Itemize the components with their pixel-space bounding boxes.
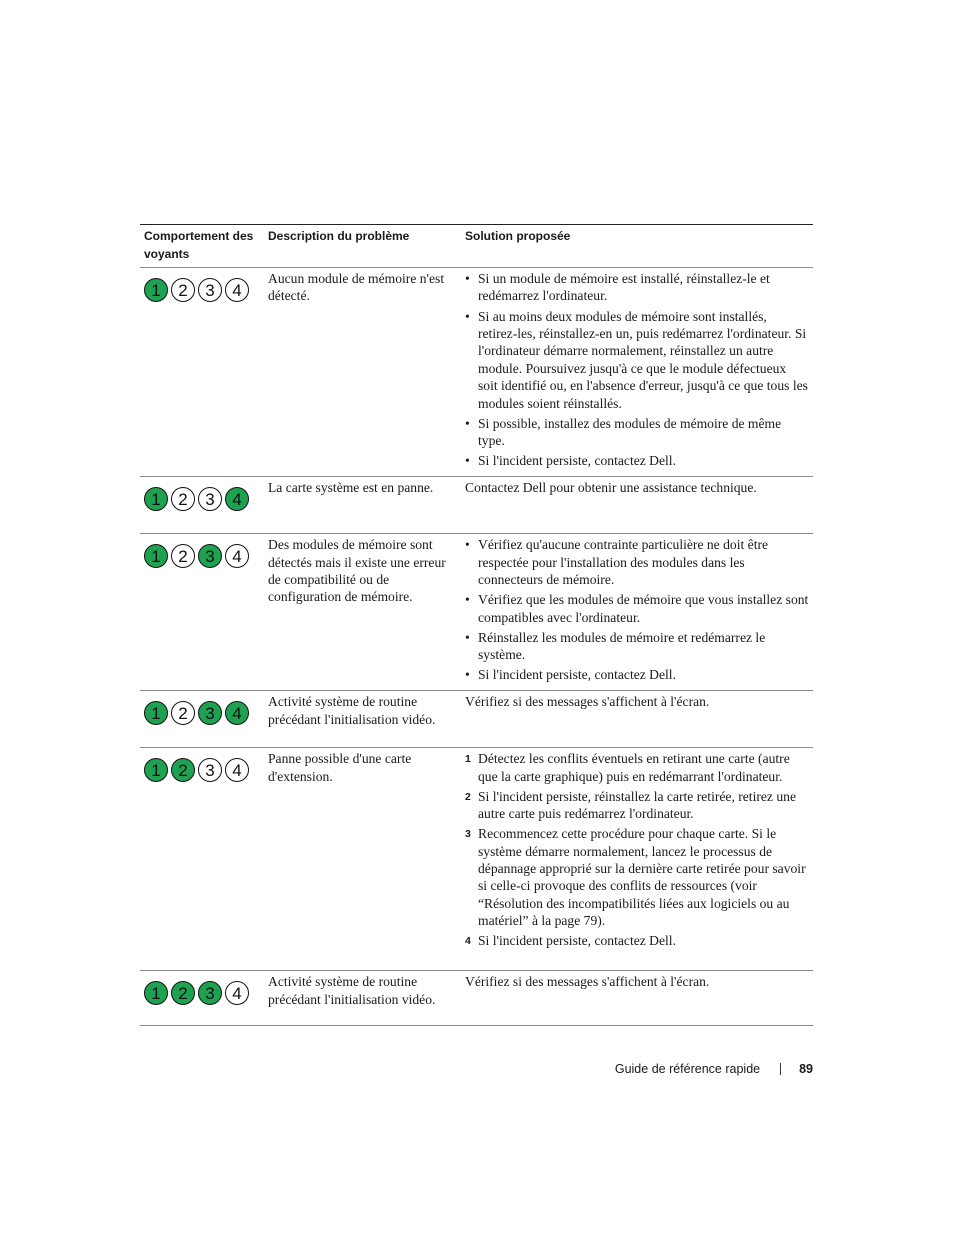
diagnostic-light-1-on: 1 bbox=[144, 487, 168, 511]
diagnostic-light-2-on: 2 bbox=[171, 981, 195, 1005]
problem-description: Activité système de routine précédant l'initialisation vidéo. bbox=[264, 691, 461, 748]
footer-title: Guide de référence rapide bbox=[614, 1062, 761, 1076]
solution-item: • Vérifiez que les modules de mémoire que vous installez sont compatibles avec l'ordinateur. bbox=[465, 591, 809, 626]
diagnostic-light-4-off: 4 bbox=[225, 981, 249, 1005]
diagnostic-light-4-off: 4 bbox=[225, 544, 249, 568]
solution-cell bbox=[461, 477, 813, 534]
solution-item: • Si au moins deux modules de mémoire sont installés, retirez-les, réinstallez-en un, puis redémarrez l'ordinateur. Si l'ordinateur démarre normalement, réinstallez un autre module. Poursuivez jusqu'à ce que le module défectueux soit identifié ou, en l'absence d'erreur, jusqu'à ce que tous les modules soient réinstallés. bbox=[465, 308, 809, 412]
diagnostic-light-2-off: 2 bbox=[171, 278, 195, 302]
page-number: 89 bbox=[799, 1062, 813, 1076]
diagnostic-light-2-on: 2 bbox=[171, 758, 195, 782]
step-number: 3 bbox=[465, 828, 471, 841]
table-row bbox=[140, 477, 813, 534]
solution-cell bbox=[461, 691, 813, 748]
problem-description: Aucun module de mémoire n'est détecté. bbox=[264, 268, 461, 477]
diagnostic-light-4-on: 4 bbox=[225, 487, 249, 511]
diagnostic-lights bbox=[144, 693, 260, 725]
solution-item: • Vérifiez qu'aucune contrainte particulière ne doit être respectée pour l'installation des modules dans les connecteurs de mémoire. bbox=[465, 536, 809, 588]
problem-description: Des modules de mémoire sont détectés mais il existe une erreur de compatibilité ou de configuration de mémoire. bbox=[264, 534, 461, 691]
diagnostic-light-3-on: 3 bbox=[198, 701, 222, 725]
step-text: Si l'incident persiste, contactez Dell. bbox=[478, 933, 676, 949]
diagnostic-light-3-off: 3 bbox=[198, 278, 222, 302]
header-proposed-solution: Solution proposée bbox=[461, 225, 813, 268]
table-row bbox=[140, 268, 813, 477]
diagnostic-lights bbox=[144, 536, 260, 568]
footer-separator bbox=[780, 1063, 781, 1075]
diagnostic-light-1-on: 1 bbox=[144, 278, 168, 302]
diagnostic-light-2-off: 2 bbox=[171, 544, 195, 568]
diagnostic-light-2-off: 2 bbox=[171, 701, 195, 725]
led-pattern-cell bbox=[140, 691, 264, 748]
step-number: 4 bbox=[465, 935, 471, 948]
led-pattern-cell bbox=[140, 971, 264, 1026]
table-body bbox=[140, 268, 813, 1026]
diagnostic-light-4-off: 4 bbox=[225, 278, 249, 302]
diagnostic-lights bbox=[144, 270, 260, 302]
diagnostic-table bbox=[140, 224, 813, 1026]
header-led-behavior: Comportement des voyants bbox=[140, 225, 264, 268]
solution-step bbox=[465, 750, 809, 785]
solution-item: • Si un module de mémoire est installé, réinstallez-le et redémarrez l'ordinateur. bbox=[465, 270, 809, 305]
table-row bbox=[140, 971, 813, 1026]
led-pattern-cell bbox=[140, 268, 264, 477]
solution-text: Vérifiez si des messages s'affichent à l'écran. bbox=[465, 694, 710, 710]
problem-description: Panne possible d'une carte d'extension. bbox=[264, 748, 461, 971]
page-footer bbox=[615, 1062, 813, 1076]
diagnostic-lights bbox=[144, 750, 260, 782]
diagnostic-light-3-off: 3 bbox=[198, 758, 222, 782]
problem-description: La carte système est en panne. bbox=[264, 477, 461, 534]
solution-step bbox=[465, 932, 809, 949]
solution-step bbox=[465, 825, 809, 929]
solution-steps bbox=[465, 750, 809, 950]
solution-cell bbox=[461, 748, 813, 971]
step-text: Recommencez cette procédure pour chaque carte. Si le système démarre normalement, lancez le processus de dépannage approprié sur la dernière carte retirée pour savoir si celle-ci provoque des conflits de ressources (voir “Résolution des incompatibilités liées aux logiciels ou au matériel” à la page 79). bbox=[478, 826, 806, 929]
step-number: 2 bbox=[465, 790, 471, 803]
table-row bbox=[140, 748, 813, 971]
solution-text: Vérifiez si des messages s'affichent à l'écran. bbox=[465, 974, 710, 990]
diagnostic-light-3-on: 3 bbox=[198, 544, 222, 568]
diagnostic-light-4-off: 4 bbox=[225, 758, 249, 782]
led-pattern-cell bbox=[140, 477, 264, 534]
solution-cell bbox=[461, 268, 813, 477]
diagnostic-light-1-on: 1 bbox=[144, 701, 168, 725]
solution-item: • Réinstallez les modules de mémoire et redémarrez le système. bbox=[465, 629, 809, 664]
solution-item: • Si l'incident persiste, contactez Dell. bbox=[465, 666, 809, 683]
solution-cell bbox=[461, 534, 813, 691]
solution-text: Contactez Dell pour obtenir une assistance technique. bbox=[465, 480, 757, 496]
diagnostic-light-3-on: 3 bbox=[198, 981, 222, 1005]
diagnostic-light-1-on: 1 bbox=[144, 758, 168, 782]
diagnostic-light-1-on: 1 bbox=[144, 544, 168, 568]
step-text: Si l'incident persiste, réinstallez la carte retirée, retirez une autre carte puis redémarrez l'ordinateur. bbox=[478, 788, 796, 822]
diagnostic-light-1-on: 1 bbox=[144, 981, 168, 1005]
table-row bbox=[140, 691, 813, 748]
solution-list bbox=[465, 270, 809, 470]
step-number: 1 bbox=[465, 753, 471, 766]
diagnostic-lights bbox=[144, 479, 260, 511]
diagnostic-lights bbox=[144, 973, 260, 1005]
diagnostic-light-2-off: 2 bbox=[171, 487, 195, 511]
header-problem-description: Description du problème bbox=[264, 225, 461, 268]
led-pattern-cell bbox=[140, 534, 264, 691]
table-header-row bbox=[140, 225, 813, 268]
problem-description: Activité système de routine précédant l'initialisation vidéo. bbox=[264, 971, 461, 1026]
table-row bbox=[140, 534, 813, 691]
led-pattern-cell bbox=[140, 748, 264, 971]
solution-item: • Si possible, installez des modules de mémoire de même type. bbox=[465, 415, 809, 450]
solution-list bbox=[465, 536, 809, 683]
solution-step bbox=[465, 788, 809, 823]
solution-cell bbox=[461, 971, 813, 1026]
diagnostic-light-4-on: 4 bbox=[225, 701, 249, 725]
step-text: Détectez les conflits éventuels en retirant une carte (autre que la carte graphique) puis en redémarrant l'ordinateur. bbox=[478, 751, 790, 784]
diagnostic-light-3-off: 3 bbox=[198, 487, 222, 511]
solution-item: • Si l'incident persiste, contactez Dell. bbox=[465, 452, 809, 469]
